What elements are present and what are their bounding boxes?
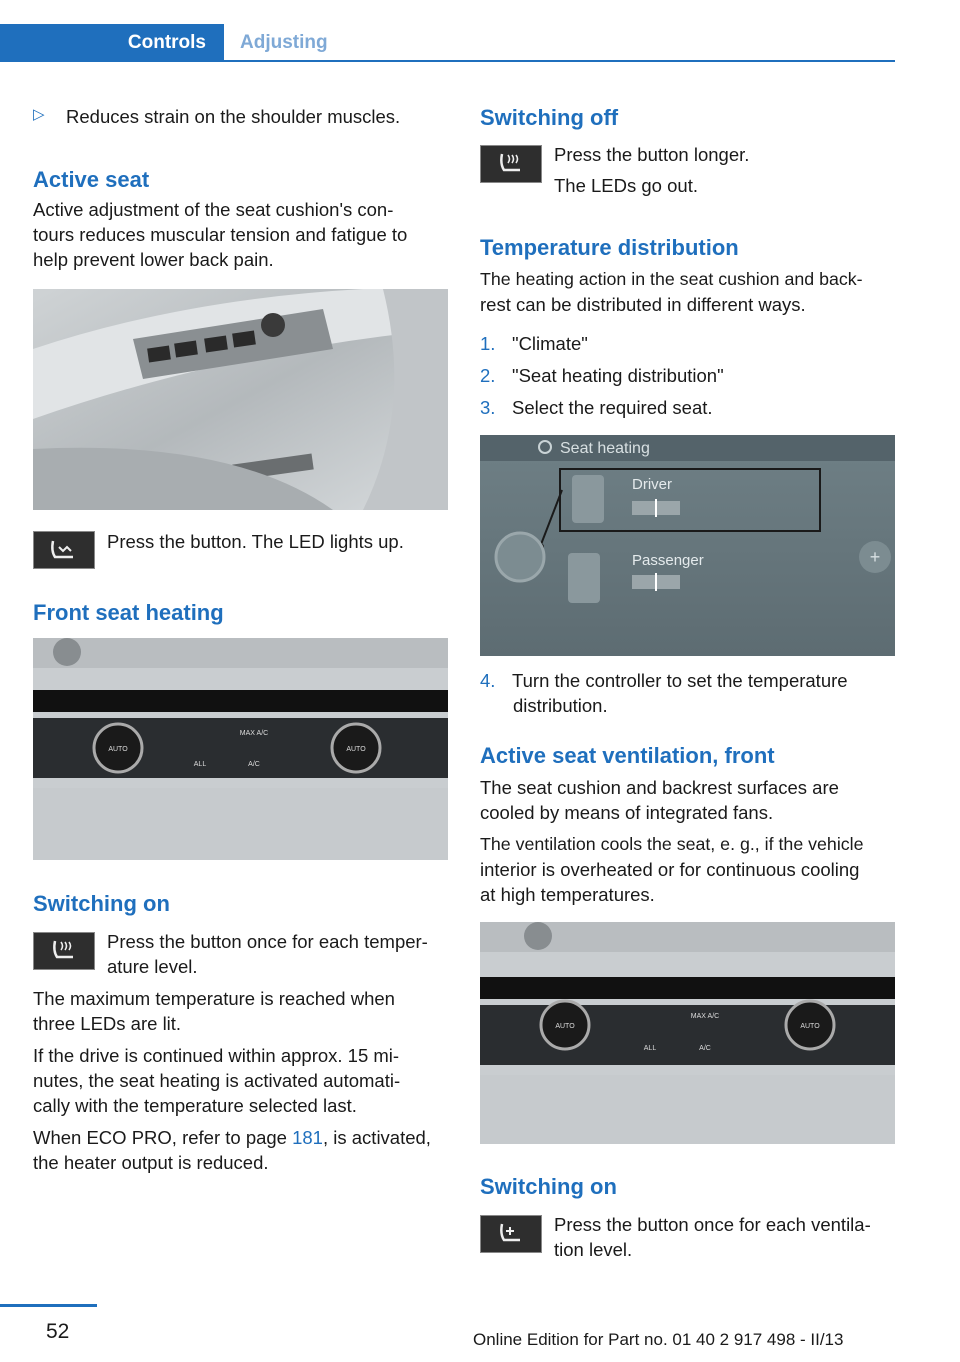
eco-pro-line-2: the heater output is reduced. <box>33 1152 269 1173</box>
seat-heating-screen <box>480 435 895 656</box>
active-seat-button-icon <box>33 531 95 569</box>
heating-press-line-2: ature level. <box>107 956 198 977</box>
screen-title: Seat heating <box>560 440 650 457</box>
active-seat-line-1: Active adjustment of the seat cushion's con- <box>33 199 394 220</box>
controller-icon <box>496 533 544 581</box>
step-1-number: 1. <box>480 333 496 354</box>
switching-on-heading-left: Switching on <box>33 891 170 916</box>
page-number: 52 <box>46 1320 70 1343</box>
switching-off-line-2: The LEDs go out. <box>554 175 698 196</box>
active-seat-line-3: help prevent lower back pain. <box>33 249 274 270</box>
temperature-distribution-heading: Temperature distribution <box>480 235 739 260</box>
step-4-line-1: Turn the controller to set the temperature <box>512 670 848 691</box>
climate-panel-photo-2 <box>480 922 895 1144</box>
passenger-seat-icon <box>568 553 600 603</box>
ventilation-line-4: interior is overheated or for continuous cooling <box>480 859 860 880</box>
temp-dist-line-2: rest can be distributed in different ways. <box>480 294 806 315</box>
drive-line-2: nutes, the seat heating is activated automati- <box>33 1070 401 1091</box>
eco-text-a: When ECO PRO, refer to page <box>33 1127 293 1148</box>
step-3-text: Select the required seat. <box>512 397 713 418</box>
eco-text-b: , is activated, <box>322 1127 431 1148</box>
section-tab-controls: Controls <box>0 24 224 61</box>
ventilation-press-line-1: Press the button once for each ventila- <box>554 1214 871 1235</box>
panel2-auto-label-1: AUTO <box>555 1023 575 1030</box>
step-2 <box>480 363 724 388</box>
max-temp-line-1: The maximum temperature is reached when <box>33 988 395 1009</box>
switching-off-line-1: Press the button longer. <box>554 144 750 165</box>
panel-all-label: ALL <box>193 761 207 768</box>
drive-line-3: cally with the temperature selected last. <box>33 1095 357 1116</box>
header-rule <box>0 60 895 62</box>
step-2-text: "Seat heating distribution" <box>512 365 724 386</box>
svg-text:+: + <box>869 547 881 567</box>
ventilation-line-5: at high temperatures. <box>480 884 655 905</box>
active-seat-line-2: tours reduces muscular tension and fatigue to <box>33 224 408 245</box>
climate-panel-photo <box>33 638 448 860</box>
step-4 <box>480 668 848 693</box>
ventilation-line-2: cooled by means of integrated fans. <box>480 802 774 823</box>
step-3 <box>480 395 713 420</box>
step-4-line-2: distribution. <box>513 695 608 716</box>
temp-dist-line-1: The heating action in the seat cushion and back- <box>480 269 863 289</box>
step-2-number: 2. <box>480 365 496 386</box>
panel2-ac-label: A/C <box>699 1045 711 1052</box>
switching-off-heading: Switching off <box>480 105 619 130</box>
ventilation-heading: Active seat ventilation, front <box>480 743 775 768</box>
max-temp-line-2: three LEDs are lit. <box>33 1013 182 1034</box>
door-panel-photo <box>33 289 448 510</box>
active-seat-press-text: Press the button. The LED lights up. <box>107 531 404 552</box>
active-seat-heading: Active seat <box>33 167 150 192</box>
seat-heating-off-button-icon <box>480 145 542 183</box>
seat-ventilation-button-icon <box>480 1215 542 1253</box>
bullet-arrow-icon: ▷ <box>33 106 45 123</box>
ventilation-line-3: The ventilation cools the seat, e. g., if the vehicle <box>480 834 864 854</box>
driver-seat-icon <box>572 475 604 523</box>
panel2-auto-label-2: AUTO <box>800 1023 820 1030</box>
heating-press-line-1: Press the button once for each temper- <box>107 931 428 952</box>
step-1-text: "Climate" <box>512 333 588 354</box>
eco-page-link[interactable]: 181 <box>292 1127 323 1148</box>
drive-line-1: If the drive is continued within approx. 15 mi- <box>33 1045 400 1066</box>
panel-auto-label-1: AUTO <box>108 746 128 753</box>
bullet-text: Reduces strain on the shoulder muscles. <box>66 106 401 127</box>
seat-heating-button-icon <box>33 932 95 970</box>
passenger-label: Passenger <box>632 552 704 569</box>
edition-note: Online Edition for Part no. 01 40 2 917 498 - II/13 <box>473 1330 844 1349</box>
panel-ac-label: A/C <box>248 761 260 768</box>
switching-on-heading-right: Switching on <box>480 1174 617 1199</box>
panel2-all-label: ALL <box>643 1045 657 1052</box>
step-3-number: 3. <box>480 397 496 418</box>
driver-label: Driver <box>632 476 672 493</box>
panel2-maxac-label: MAX A/C <box>690 1013 720 1020</box>
panel-maxac-label: MAX A/C <box>239 730 269 737</box>
eco-pro-line-1 <box>33 1125 431 1150</box>
step-1 <box>480 331 588 356</box>
section-tab-adjusting: Adjusting <box>240 32 328 53</box>
ventilation-line-1: The seat cushion and backrest surfaces are <box>480 777 839 798</box>
step-4-number: 4. <box>480 670 496 691</box>
ventilation-press-line-2: tion level. <box>554 1239 633 1260</box>
panel-auto-label-2: AUTO <box>346 746 366 753</box>
front-seat-heating-heading: Front seat heating <box>33 600 224 625</box>
footer-rule <box>0 1304 97 1307</box>
